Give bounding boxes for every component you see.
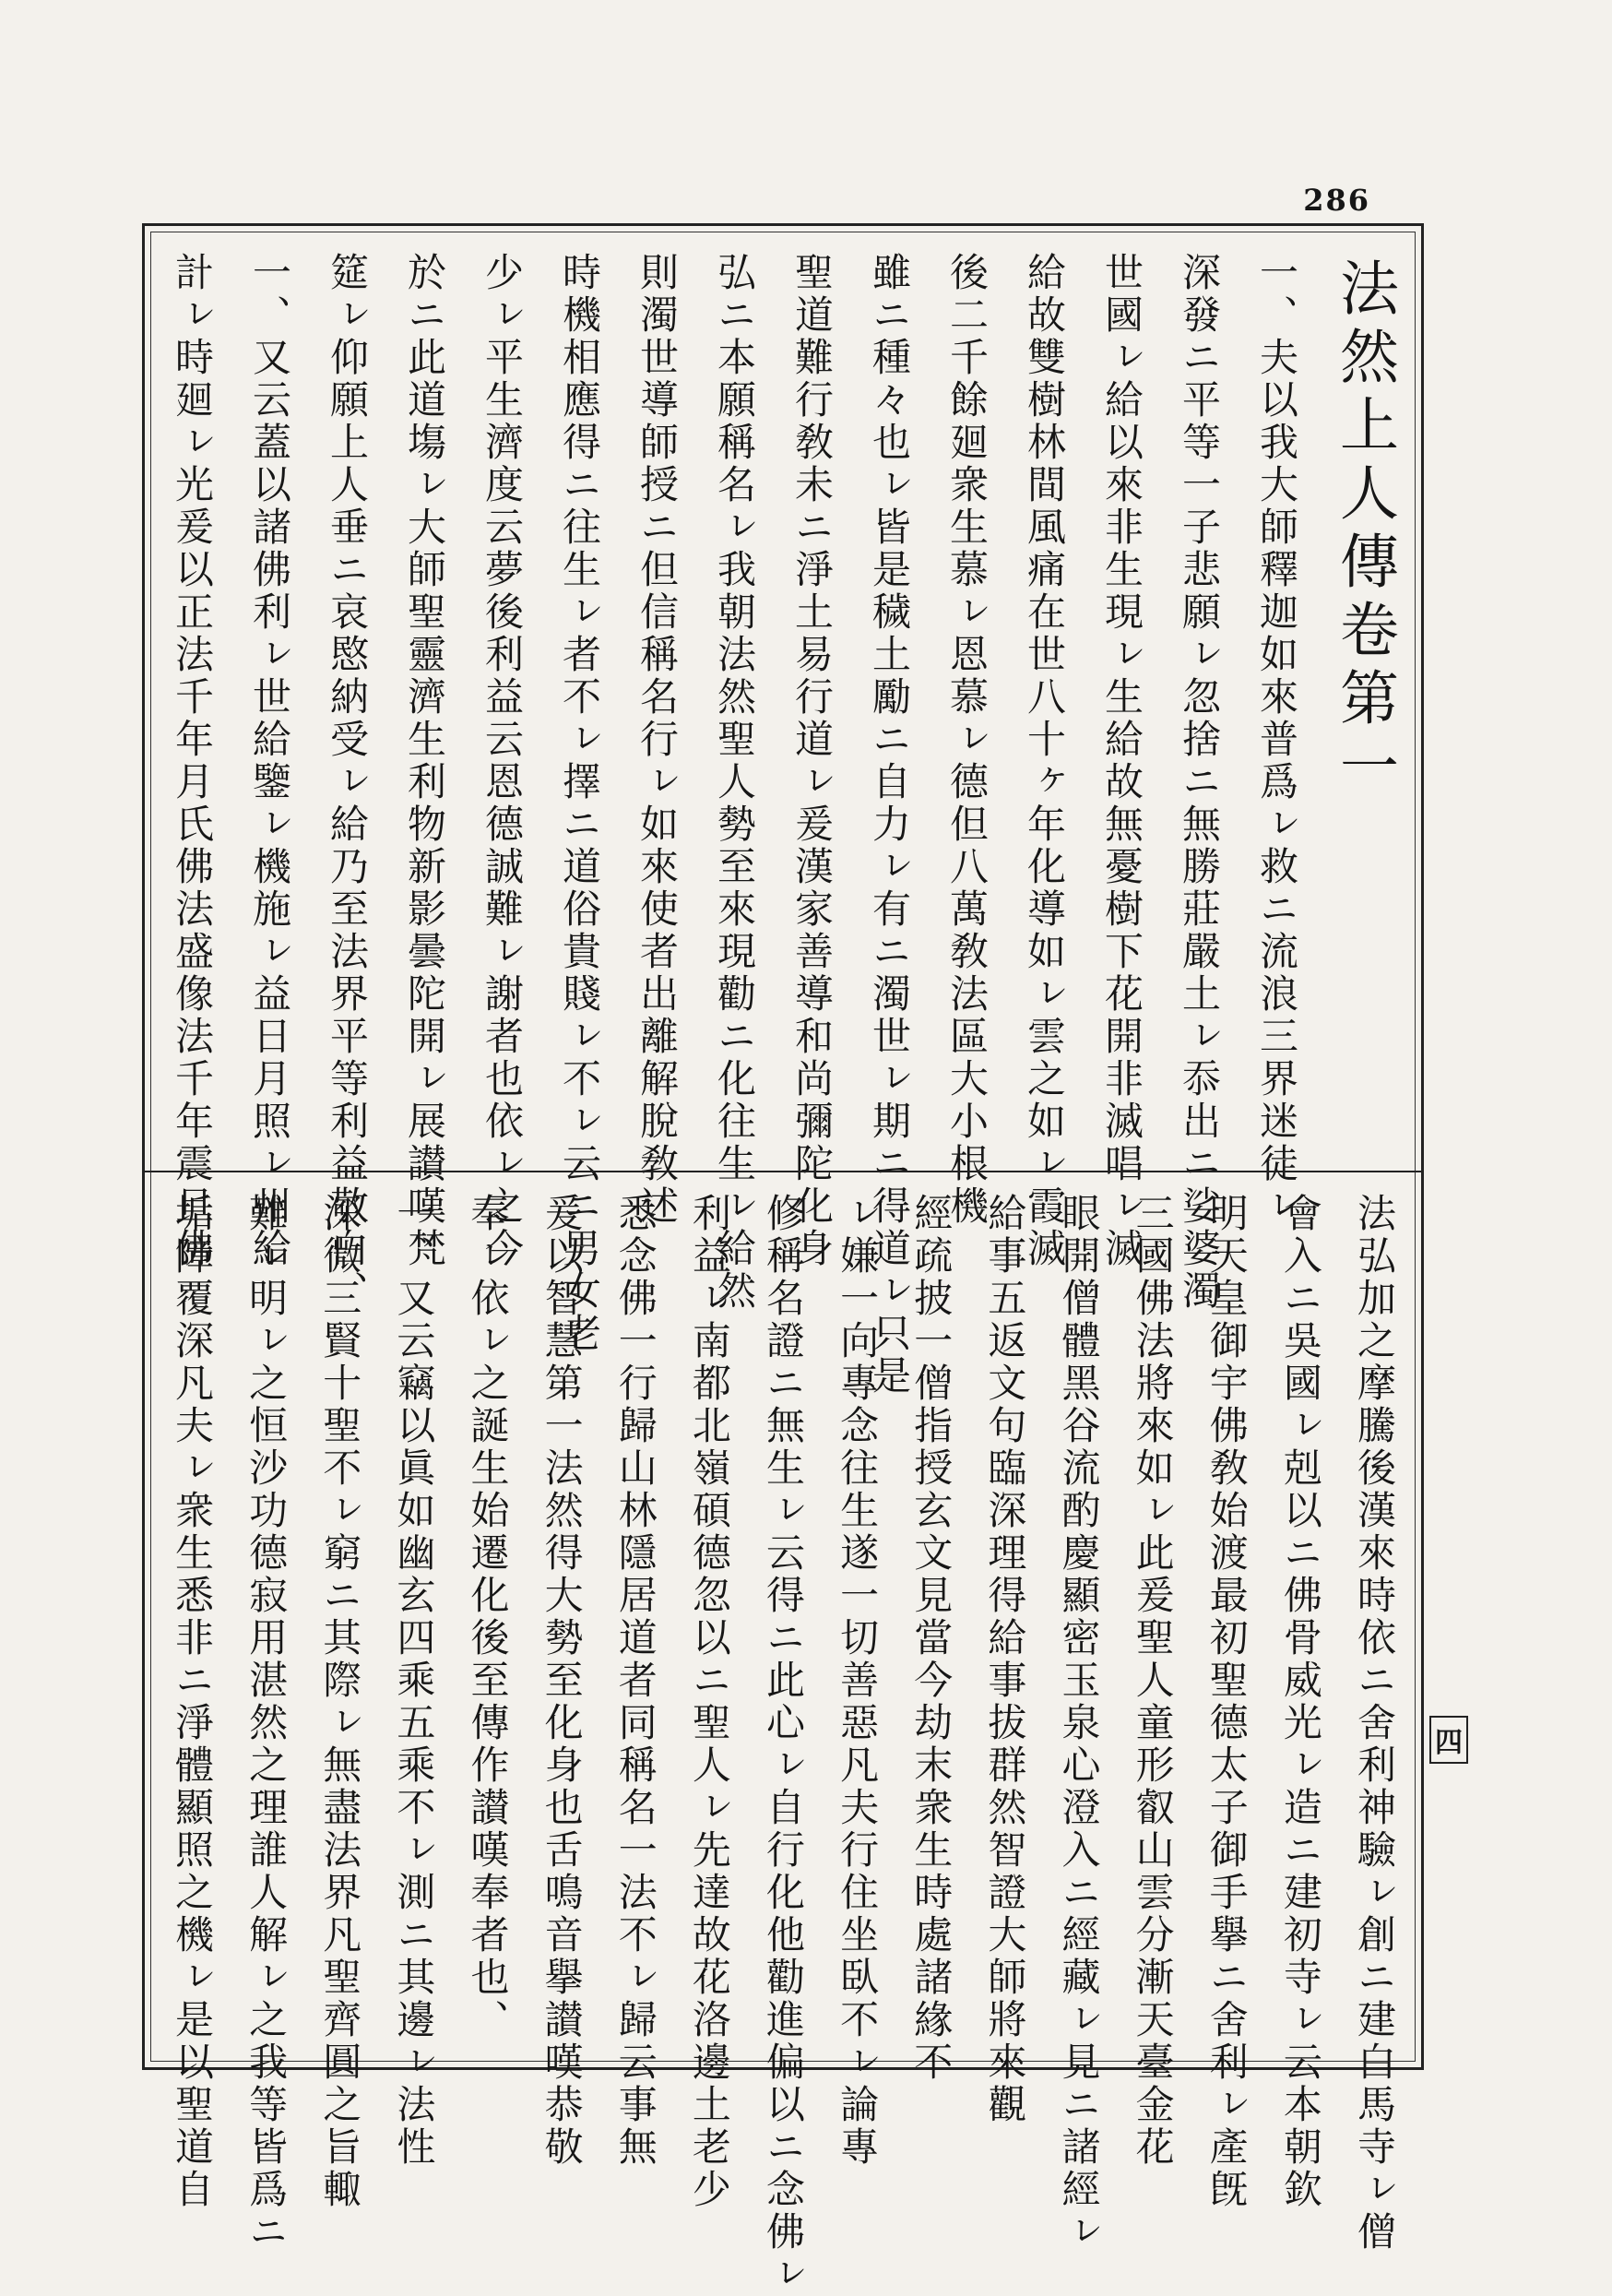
- side-mark: 四: [1429, 1716, 1468, 1764]
- text-column: ㇾ嫌一向專念往生遂一切善惡凡夫行住坐臥不ㇾ論專: [835, 1193, 881, 2169]
- panel-divider: [145, 1171, 1421, 1172]
- text-column: 眼開僧體黑谷流酌慶顯密玉泉心澄入ニ經藏ㇾ見ニ諸經ㇾ: [1056, 1193, 1102, 2254]
- text-column: 三國佛法將來如ㇾ此爰聖人童形叡山雲分漸天臺金花: [1130, 1193, 1176, 2169]
- text-column: 弘ニ本願稱名ㇾ我朝法然聖人勢至來現勸ニ化往生ㇾ給然: [712, 252, 757, 1313]
- text-column: 悉念佛一行歸山林隱居道者同稱名一法不ㇾ歸云事無: [612, 1193, 658, 2169]
- text-column: 少ㇾ平生濟度云夢後利益云恩德誠難ㇾ謝者也依ㇾ之今: [480, 252, 525, 1270]
- text-column: 深發ニ平等一子悲願ㇾ忽捨ニ無勝莊嚴土ㇾ忝出ニ娑婆濁: [1177, 252, 1222, 1313]
- text-column: 則濁世導師授ニ但信稱名行ㇾ如來使者出離解脫敎述: [634, 252, 680, 1228]
- text-column: 一、夫以我大師釋迦如來普爲ㇾ救ニ流浪三界迷徒ㇾ: [1254, 252, 1299, 1228]
- page-number: 286: [1303, 183, 1370, 218]
- text-column: 明天皇御宇佛敎始渡最初聖德太子御手擧ニ舍利ㇾ產旣: [1203, 1193, 1250, 2211]
- text-column: 後二千餘廻衆生慕ㇾ恩慕ㇾ德但八萬敎法區大小根機: [944, 252, 990, 1228]
- text-column: 修稱名證ニ無生ㇾ云得ニ此心ㇾ自行化他勸進偏以ニ念佛ㇾ: [761, 1193, 806, 2296]
- bottom-panel: [170, 1193, 1397, 2296]
- text-frame: [142, 223, 1424, 2296]
- text-column: 一、又云蓋以諸佛利ㇾ世給鑒ㇾ機施ㇾ益日月照ㇾ州給: [247, 252, 292, 1270]
- text-column: 給事五返文句臨深理得給事拔群然智證大師將來觀: [982, 1193, 1028, 2126]
- text-column: 經疏披一僧指授玄文見當今劫末衆生時處諸緣不: [908, 1193, 954, 2084]
- text-column: 垢障覆深凡夫ㇾ衆生悉非ニ淨體顯照之機ㇾ是以聖道自: [170, 1193, 215, 2211]
- text-column: 難ㇾ明ㇾ之恒沙功德寂用湛然之理誰人解ㇾ之我等皆爲ニ: [243, 1193, 290, 2254]
- text-column: 會入ニ吳國ㇾ剋以ニ佛骨威光ㇾ造ニ建初寺ㇾ云本朝欽: [1277, 1193, 1323, 2211]
- text-column: 雖ニ種々也ㇾ皆是穢土勵ニ自力ㇾ有ニ濁世ㇾ期ニ得道ㇾ只是: [867, 252, 912, 1398]
- text-column: 奉ㇾ依ㇾ之誕生始遷化後至傳作讃嘆奉者也、: [465, 1193, 511, 2041]
- text-column: 世國ㇾ給以來非生現ㇾ生給故無憂樹下花開非滅唱ㇾ滅: [1099, 252, 1144, 1270]
- text-column: 給故雙樹林間風痛在世八十ヶ年化導如ㇾ雲之如ㇾ霞滅: [1022, 252, 1067, 1270]
- text-column: 深微三賢十聖不ㇾ窮ニ其際ㇾ無盡法界凡聖齊圓之旨輙: [317, 1193, 363, 2211]
- top-panel: [170, 252, 1398, 1398]
- text-column: 一、又云竊以眞如幽玄四乘五乘不ㇾ測ニ其邊ㇾ法性: [391, 1193, 437, 2169]
- text-column: 爰以智慧第一法然得大勢至化身也舌鳴音擧讃嘆恭敬: [539, 1193, 585, 2169]
- text-column: 計ㇾ時廻ㇾ光爰以正法千年月氏佛法盛像法千年震旦佛: [170, 252, 215, 1270]
- chapter-title: 法然上人傳卷第一: [1330, 257, 1398, 803]
- text-column: 法弘加之摩騰後漢來時依ニ舍利神驗ㇾ創ニ建白馬寺ㇾ僧: [1352, 1193, 1397, 2254]
- text-column: 時機相應得ニ往生ㇾ者不ㇾ擇ニ道俗貴賤ㇾ不ㇾ云ニ男女老: [557, 252, 602, 1355]
- text-column: 利益ㇾ南都北嶺碩德忽以ニ聖人ㇾ先達故花洛邊土老少: [686, 1193, 732, 2211]
- text-column: 聖道難行敎未ニ淨土易行道ㇾ爰漢家善導和尚彌陀化身: [789, 252, 835, 1270]
- text-column: 筵ㇾ仰願上人垂ニ哀愍納受ㇾ給乃至法界平等利益敬白、: [325, 252, 370, 1313]
- text-column: 於ニ此道塲ㇾ大師聖靈濟生利物新影曇陀開ㇾ展讃嘆梵: [402, 252, 447, 1270]
